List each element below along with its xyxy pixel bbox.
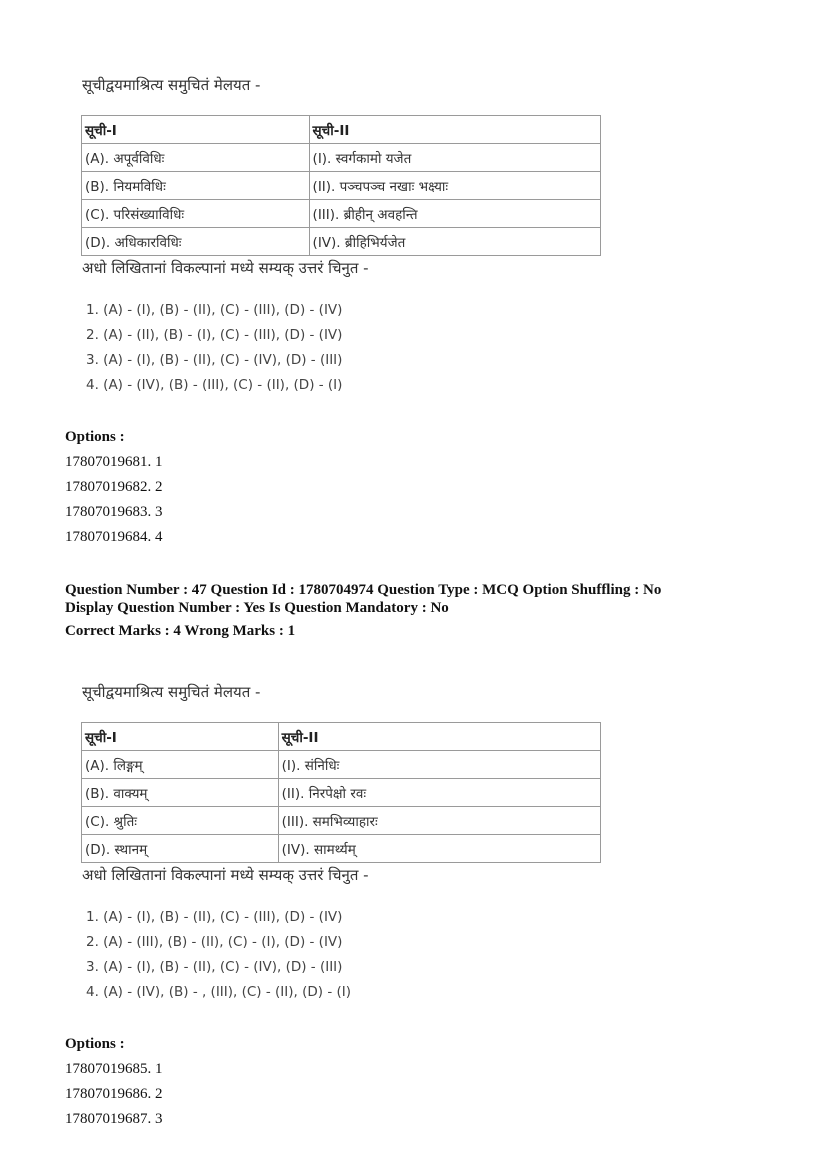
q46-match-table [81, 115, 601, 256]
q46-stem: सूचीद्वयमाश्रित्य समुचितं मेलयत - [82, 76, 261, 94]
list-2-header: सूची-II [278, 723, 600, 751]
q47-meta-line-3: Correct Marks : 4 Wrong Marks : 1 [65, 623, 296, 639]
table-cell: (A). अपूर्वविधिः [82, 144, 310, 172]
table-cell: (III). ब्रीहीन् अवहन्ति [309, 200, 600, 228]
choice-item: 1. (A) - (I), (B) - (II), (C) - (III), (D) - (IV) [86, 302, 343, 318]
q47-match-table [81, 722, 601, 863]
table-row [82, 835, 601, 863]
choice-item: 4. (A) - (IV), (B) - (III), (C) - (II), (D) - (I) [86, 377, 343, 393]
table-cell: (D). स्थानम् [82, 835, 279, 863]
choice-item: 4. (A) - (IV), (B) - , (III), (C) - (II), (D) - (I) [86, 984, 352, 1000]
table-cell: (IV). सामर्थ्यम् [278, 835, 600, 863]
q47-meta-line-2: Display Question Number : Yes Is Question Mandatory : No [65, 600, 449, 616]
table-cell: (B). नियमविधिः [82, 172, 310, 200]
q47-prompt: अधो लिखितानां विकल्पानां मध्ये सम्यक् उत्तरं चिनुत - [82, 866, 369, 884]
table-cell: (A). लिङ्गम् [82, 751, 279, 779]
q47-meta-line-1: Question Number : 47 Question Id : 1780704974 Question Type : MCQ Option Shuffling : No [65, 582, 662, 598]
table-row [82, 751, 601, 779]
q47-options-label: Options : [65, 1036, 125, 1052]
list-2-header: सूची-II [309, 116, 600, 144]
table-row [82, 228, 601, 256]
table-cell: (II). पञ्चपञ्च नखाः भक्ष्याः [309, 172, 600, 200]
table-row [82, 779, 601, 807]
q46-prompt: अधो लिखितानां विकल्पानां मध्ये सम्यक् उत्तरं चिनुत - [82, 259, 369, 277]
table-row [82, 144, 601, 172]
choice-item: 2. (A) - (II), (B) - (I), (C) - (III), (D) - (IV) [86, 327, 343, 343]
table-row [82, 200, 601, 228]
choice-item: 3. (A) - (I), (B) - (II), (C) - (IV), (D) - (III) [86, 959, 343, 975]
choice-item: 3. (A) - (I), (B) - (II), (C) - (IV), (D) - (III) [86, 352, 343, 368]
table-cell: (II). निरपेक्षो रवः [278, 779, 600, 807]
q46-option-3: 17807019683. 3 [65, 504, 163, 520]
table-header-row [82, 723, 601, 751]
table-cell: (I). संनिधिः [278, 751, 600, 779]
table-cell: (B). वाक्यम् [82, 779, 279, 807]
table-row [82, 807, 601, 835]
q46-option-2: 17807019682. 2 [65, 479, 163, 495]
table-cell: (D). अधिकारविधिः [82, 228, 310, 256]
choice-item: 2. (A) - (III), (B) - (II), (C) - (I), (D) - (IV) [86, 934, 343, 950]
q46-choice-list [86, 298, 342, 398]
q47-option-3: 17807019687. 3 [65, 1111, 163, 1127]
q47-choice-list [86, 905, 351, 1005]
list-1-header: सूची-I [82, 116, 310, 144]
table-cell: (C). परिसंख्याविधिः [82, 200, 310, 228]
q47-option-2: 17807019686. 2 [65, 1086, 163, 1102]
q46-option-4: 17807019684. 4 [65, 529, 163, 545]
table-cell: (I). स्वर्गकामो यजेत [309, 144, 600, 172]
q47-option-1: 17807019685. 1 [65, 1061, 163, 1077]
table-cell: (IV). ब्रीहिभिर्यजेत [309, 228, 600, 256]
table-row [82, 172, 601, 200]
q46-options-label: Options : [65, 429, 125, 445]
q46-option-1: 17807019681. 1 [65, 454, 163, 470]
choice-item: 1. (A) - (I), (B) - (II), (C) - (III), (D) - (IV) [86, 909, 343, 925]
table-cell: (C). श्रुतिः [82, 807, 279, 835]
table-cell: (III). समभिव्याहारः [278, 807, 600, 835]
q47-stem: सूचीद्वयमाश्रित्य समुचितं मेलयत - [82, 683, 261, 701]
list-1-header: सूची-I [82, 723, 279, 751]
table-header-row [82, 116, 601, 144]
